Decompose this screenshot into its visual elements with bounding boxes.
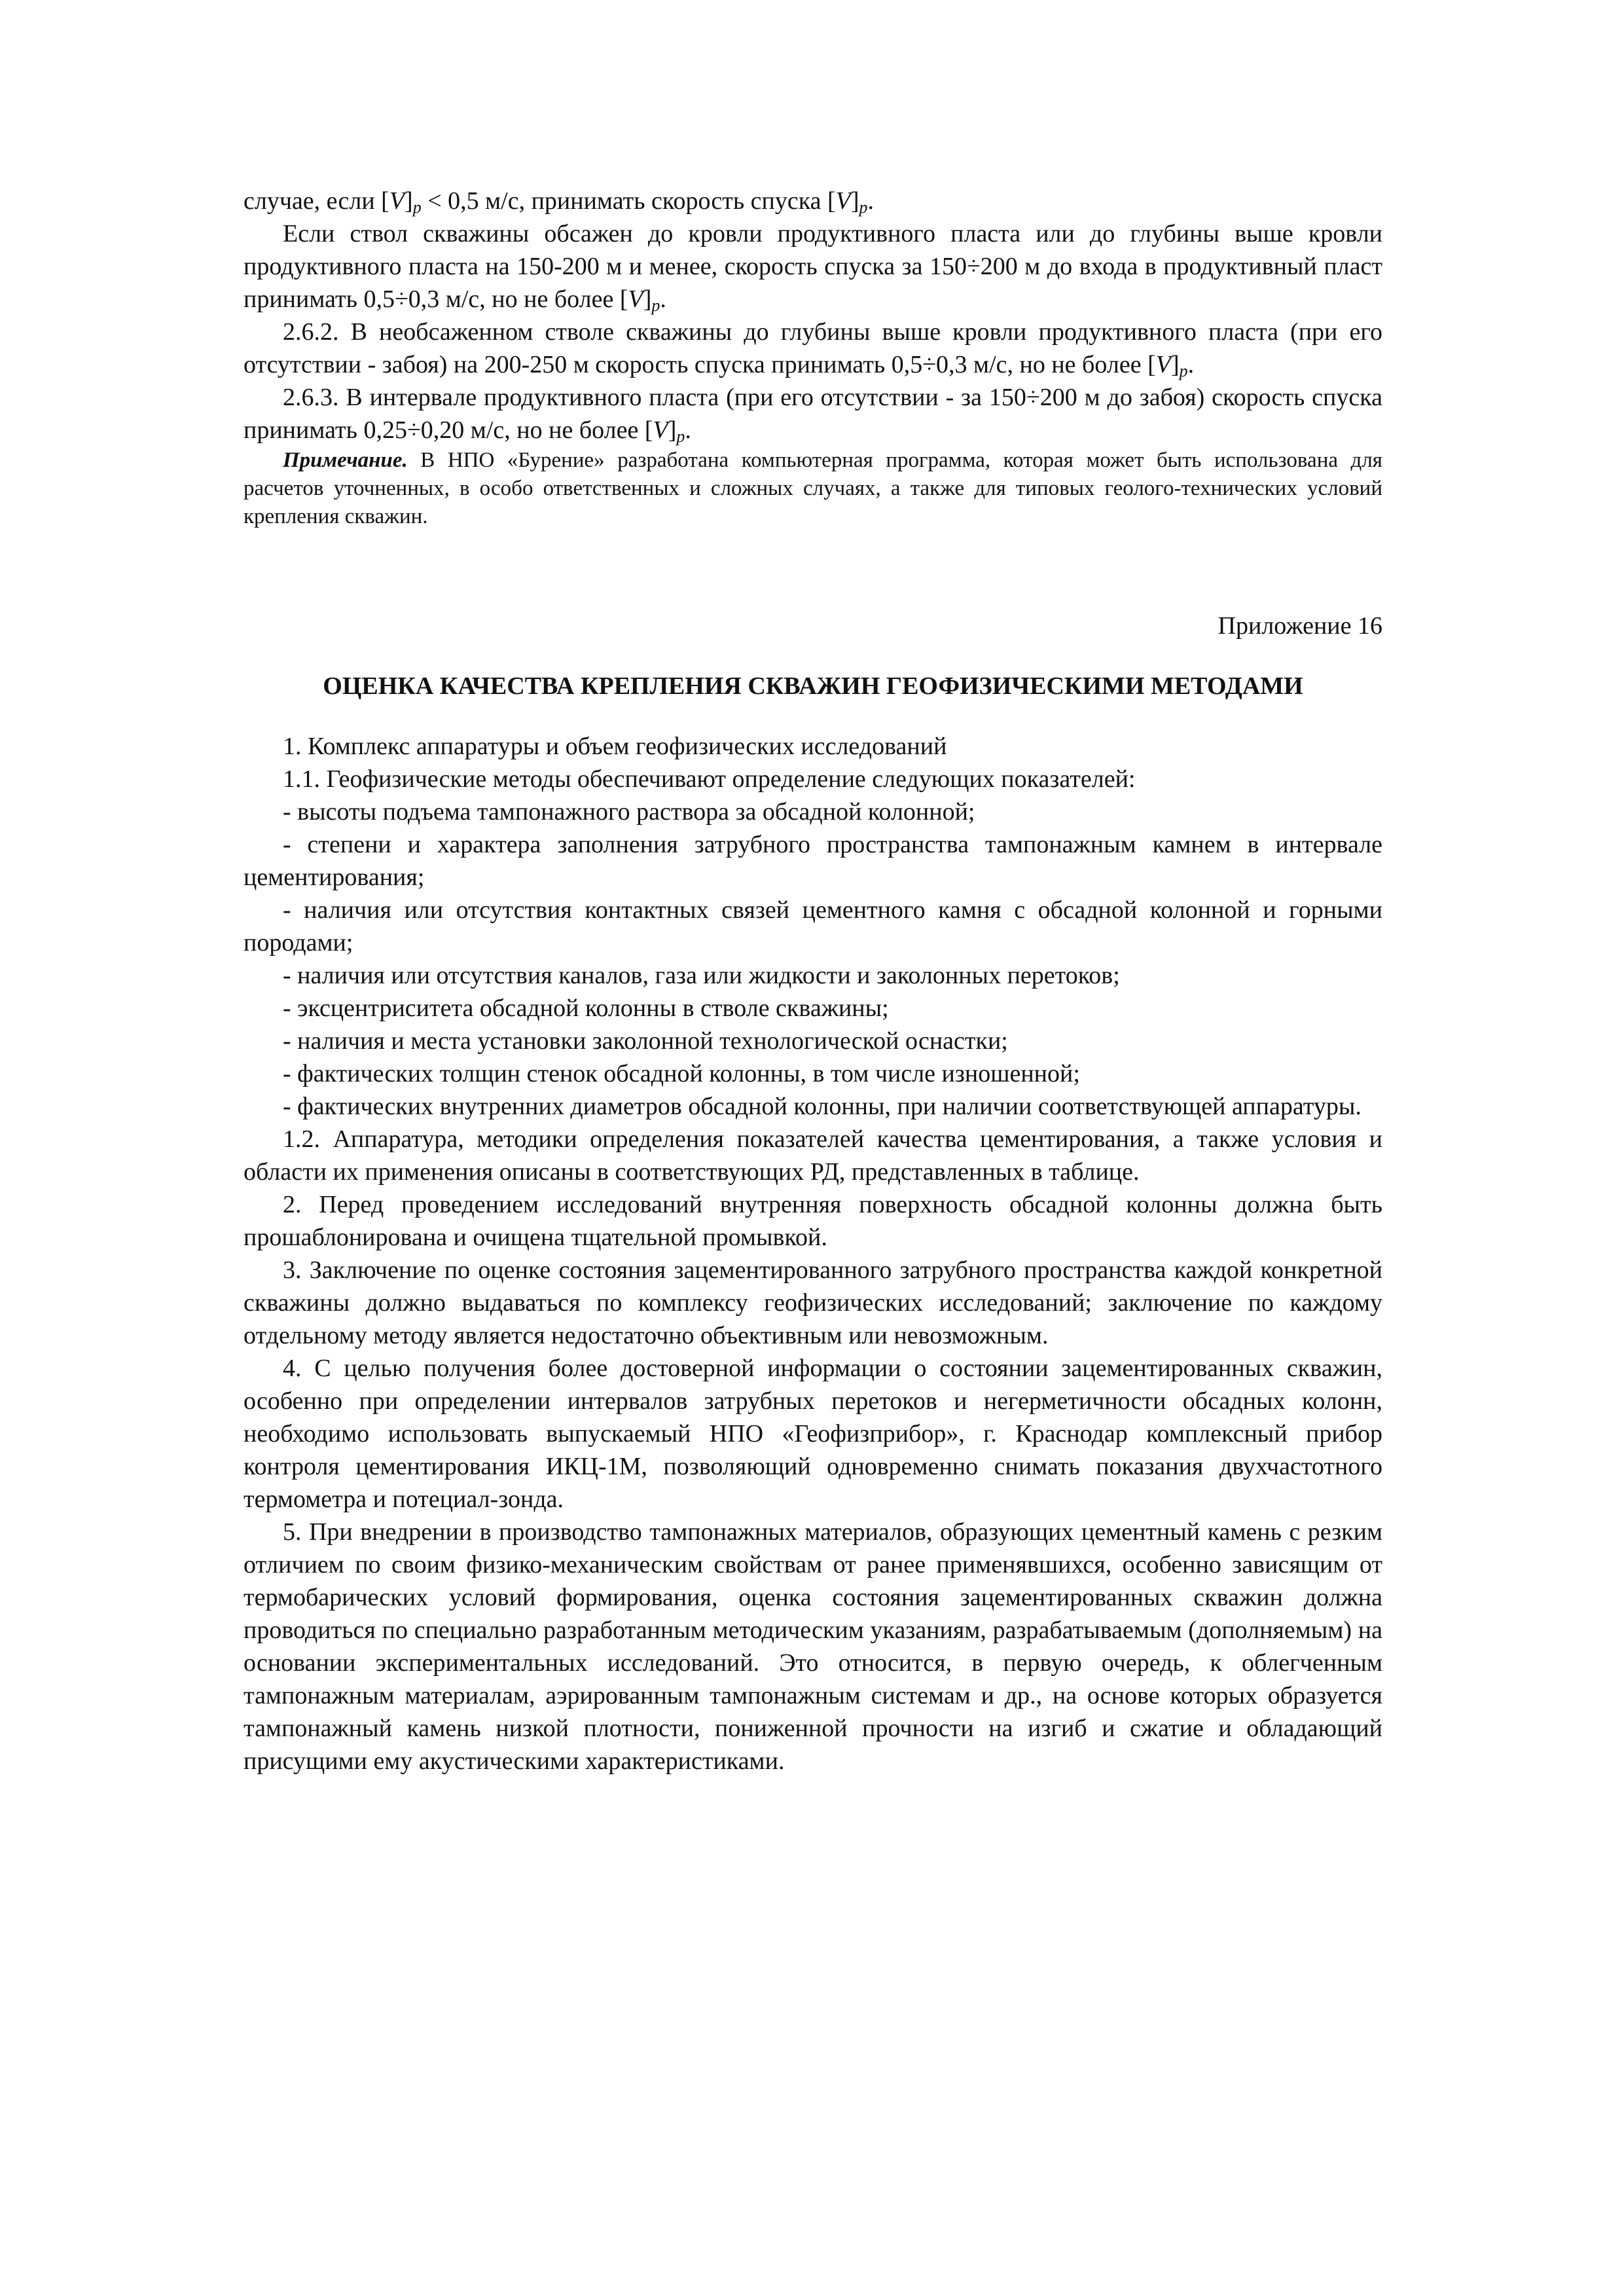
p3-v: V: [1155, 351, 1171, 378]
note-text: В НПО «Бурение» разработана компьютерная программа, которая может быть использована для расчетов уточненных, в особо ответственных и сложных случаях, а также для типовых геолого-технических условий крепления скважин.: [244, 448, 1382, 528]
p3-end: .: [1187, 351, 1195, 378]
note-paragraph: [244, 446, 1382, 531]
p1-pre: случае, если [: [244, 187, 389, 215]
paragraph-2-6-3: [244, 381, 1382, 446]
p1-mid: < 0,5 м/с, принимать скорость спуска [: [421, 187, 836, 215]
paragraph-2-6-2: [244, 316, 1382, 381]
p4-close: ]: [668, 416, 677, 444]
list-item: - наличия и места установки заколонной технологической оснастки;: [283, 1027, 1008, 1055]
list-item: - эксцентриситета обсадной колонны в стволе скважины;: [283, 994, 889, 1022]
section-2: 2. Перед проведением исследований внутренняя поверхность обсадной колонны должна быть прошаблонирована и очищена тщательной промывкой.: [244, 1191, 1382, 1251]
p3-text: 2.6.2. В необсаженном стволе скважины до глубины выше кровли продуктивного пласта (при его отсутствии - забоя) на 200-250 м скорость спуска принимать 0,5÷0,3 м/с, но не более [: [244, 318, 1382, 378]
section-5: 5. При внедрении в производство тампонажных материалов, образующих цементный камень с резким отличием по своим физико-механическим свойствам от ранее применявшихся, особенно зависящим от термобарических условий формирования, оценка состояния зацементированных скважин должна проводиться по специально разработанным методическим указаниям, разрабатываемым (дополняемым) на основании экспериментальных исследований. Это относится, в первую очередь, к облегченным тампонажным материалам, аэрированным тампонажным системам и др., на основе которых образуется тампонажный камень низкой плотности, пониженной прочности на изгиб и сжатие и обладающий присущими ему акустическими характеристиками.: [244, 1518, 1382, 1775]
p1-close2: ]: [850, 187, 859, 215]
p1-v2: V: [835, 187, 851, 215]
list-item: - фактических толщин стенок обсадной колонны, в том числе изношенной;: [283, 1060, 1080, 1087]
p3-sub: p: [1179, 361, 1188, 380]
p2-end: .: [660, 285, 666, 313]
p2-v: V: [628, 285, 643, 313]
section-1-1: 1.1. Геофизические методы обеспечивают определение следующих показателей:: [283, 765, 1136, 793]
list-item: - наличия или отсутствия контактных связей цементного камня с обсадной колонной и горными породами;: [244, 896, 1382, 957]
document-page: [244, 185, 1382, 1777]
p4-end: .: [685, 416, 691, 444]
p4-v: V: [653, 416, 668, 444]
list-item: - степени и характера заполнения затрубного пространства тампонажным камнем в интервале цементирования;: [244, 831, 1382, 891]
p1-v: V: [389, 187, 405, 215]
section-4: 4. С целью получения более достоверной информации о состоянии зацементированных скважин, особенно при определении интервалов затрубных перетоков и негерметичности обсадных колонн, необходимо использовать выпускаемый НПО «Геофизприбор», г. Краснодар комплексный прибор контроля цементирования ИКЦ-1М, позволяющий одновременно снимать показания двухчастотного термометра и потециал-зонда.: [244, 1355, 1382, 1513]
section-heading: ОЦЕНКА КАЧЕСТВА КРЕПЛЕНИЯ СКВАЖИН ГЕОФИЗИЧЕСКИМИ МЕТОДАМИ: [323, 672, 1303, 700]
appendix-label: Приложение 16: [1218, 612, 1382, 640]
section-1: 1. Комплекс аппаратуры и объем геофизических исследований: [283, 733, 947, 760]
paragraph-cased-well: [244, 217, 1382, 316]
section-1-2: 1.2. Аппаратура, методики определения показателей качества цементирования, а также условия и области их применения описаны в соответствующих РД, представленных в таблице.: [244, 1125, 1382, 1186]
p1-close: ]: [405, 187, 413, 215]
section-3: 3. Заключение по оценке состояния зацементированного затрубного пространства каждой конкретной скважины должно выдаваться по комплексу геофизических исследований; заключение по каждому отдельному методу является недостаточно объективным или невозможным.: [244, 1256, 1382, 1349]
p1-sub: p: [412, 198, 422, 217]
paragraph-descent-speed-case: [244, 185, 1382, 217]
list-item: - наличия или отсутствия каналов, газа или жидкости и заколонных перетоков;: [283, 962, 1120, 989]
p3-close: ]: [1170, 351, 1180, 378]
p4-sub: p: [676, 427, 685, 446]
list-item: - фактических внутренних диаметров обсадной колонны, при наличии соответствующей аппаратуры.: [283, 1093, 1362, 1120]
p4-text: 2.6.3. В интервале продуктивного пласта (при его отсутствии - за 150÷200 м до забоя) скорость спуска принимать 0,25÷0,20 м/с, но не более [: [244, 384, 1382, 444]
note-label: Примечание.: [283, 448, 408, 472]
p2-text: Если ствол скважины обсажен до кровли продуктивного пласта или до глубины выше кровли продуктивного пласта на 150-200 м и менее, скорость спуска за 150÷200 м до входа в продуктивный пласт принимать 0,5÷0,3 м/с, но не более [: [244, 220, 1382, 313]
p1-sub2: p: [859, 198, 868, 217]
list-item: - высоты подъема тампонажного раствора за обсадной колонной;: [283, 798, 975, 826]
p2-close: ]: [643, 285, 652, 313]
p1-end: .: [867, 187, 875, 215]
p2-sub: p: [651, 296, 660, 315]
